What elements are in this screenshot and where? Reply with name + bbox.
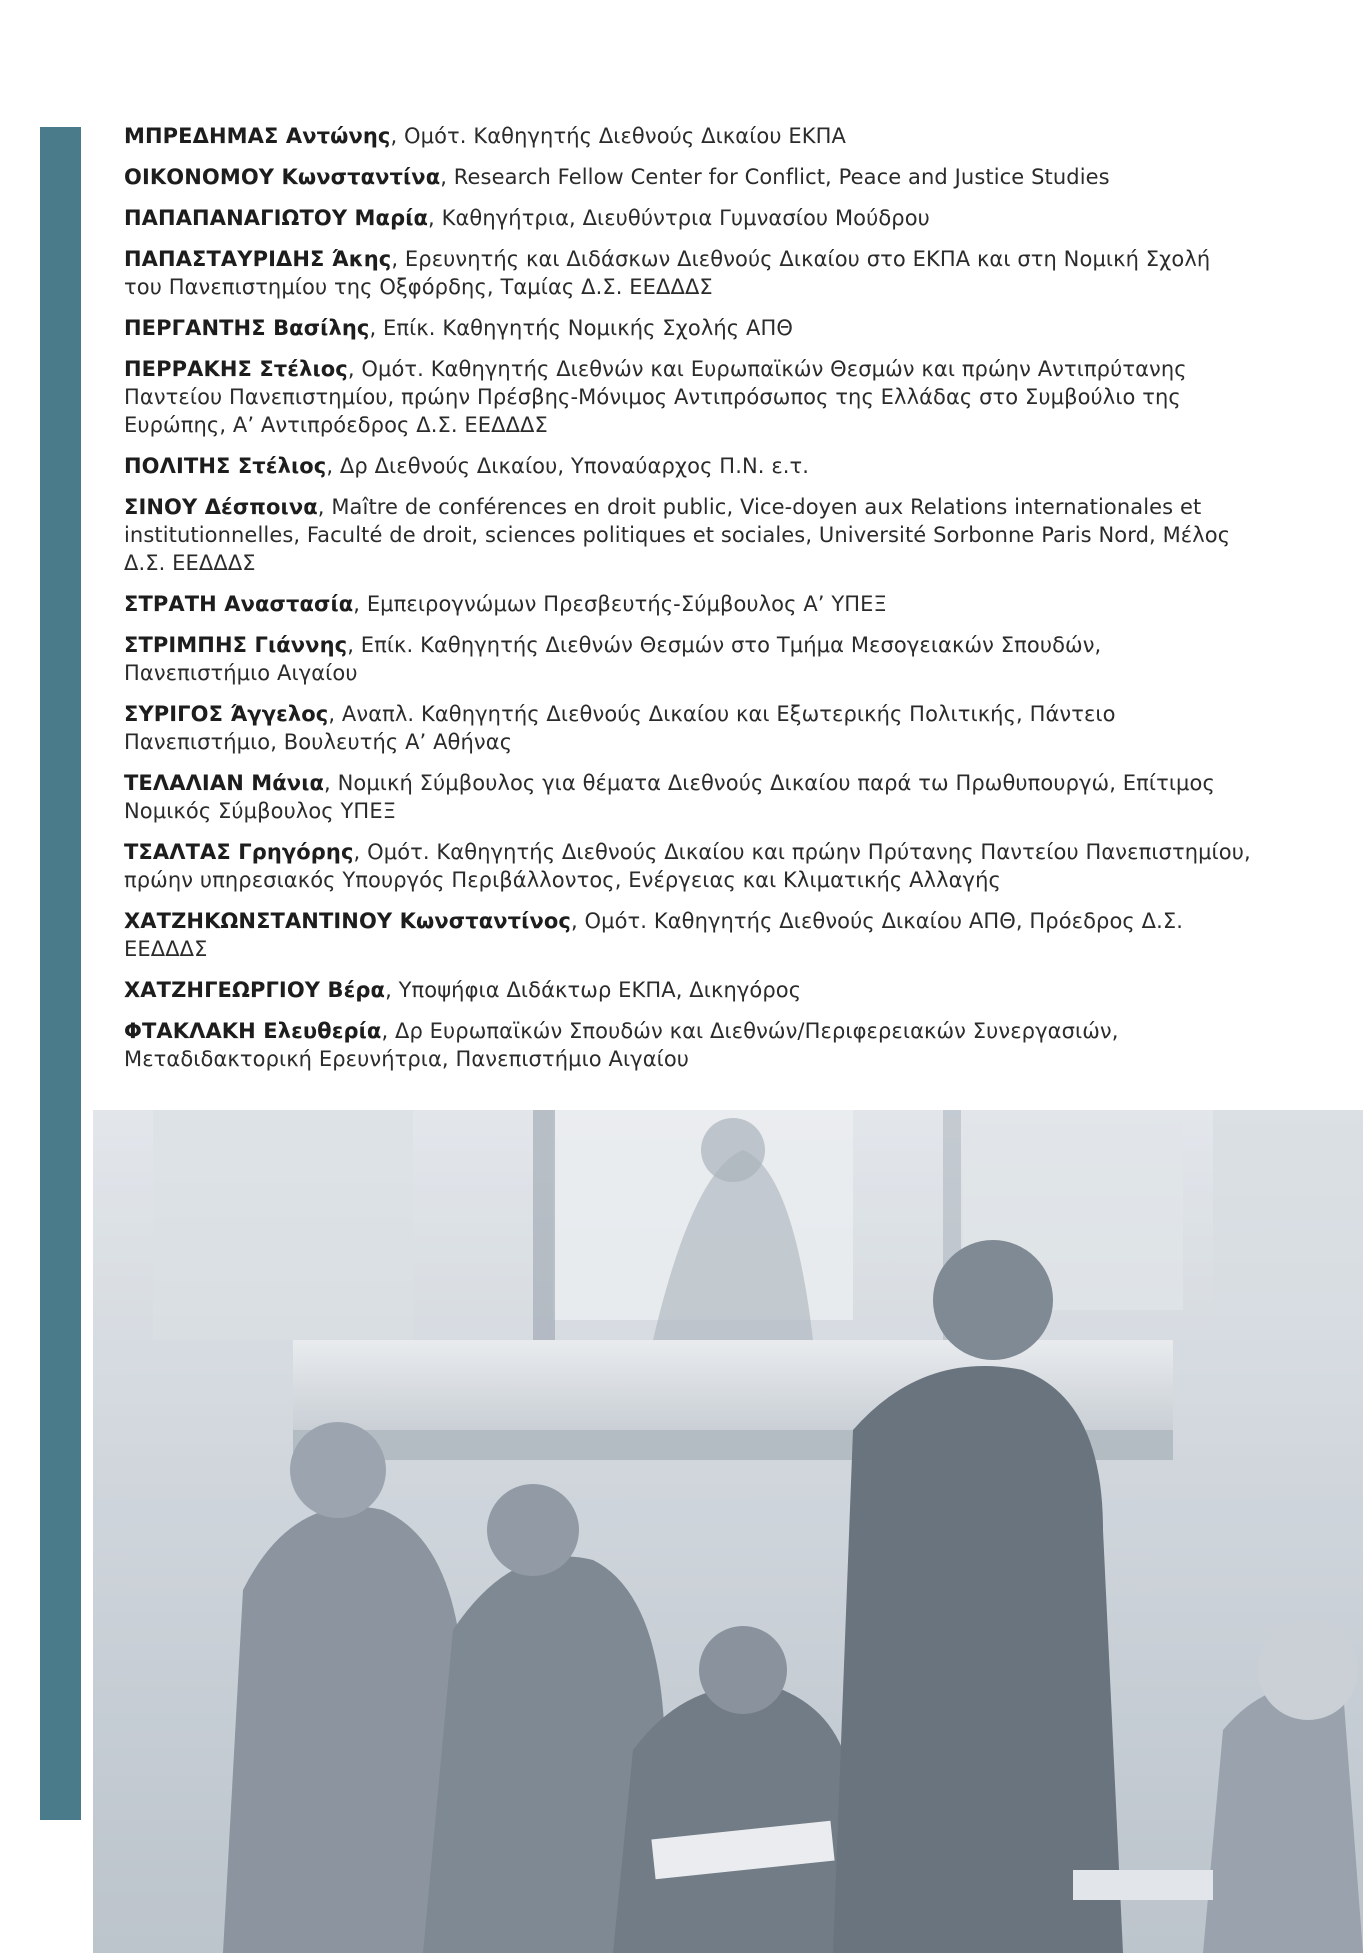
member-entry xyxy=(124,838,1254,894)
member-entry xyxy=(124,976,1254,1004)
member-entry xyxy=(124,122,1254,150)
member-description: , Ομότ. Καθηγητής Διεθνούς Δικαίου ΑΠΘ, Πρόεδρος Δ.Σ. ΕΕΔΔΔΣ xyxy=(124,909,1184,961)
member-description: , Νομική Σύμβουλος για θέματα Διεθνούς Δικαίου παρά τω Πρωθυπουργώ, Επίτιμος Νομικός Σύμβουλος ΥΠΕΞ xyxy=(124,771,1215,823)
member-entry xyxy=(124,1017,1254,1073)
member-entry xyxy=(124,493,1254,577)
member-name: ΣΥΡΙΓΟΣ Άγγελος xyxy=(124,702,329,726)
member-entry xyxy=(124,907,1254,963)
member-entry xyxy=(124,355,1254,439)
member-name: ΧΑΤΖΗΓΕΩΡΓΙΟΥ Βέρα xyxy=(124,978,386,1002)
member-entry xyxy=(124,700,1254,756)
member-description: , Ομότ. Καθηγητής Διεθνών και Ευρωπαϊκών Θεσμών και πρώην Αντιπρύτανης Παντείου Πανεπιστημίου, πρώην Πρέσβης-Μόνιμος Αντιπρόσωπος της Ελλάδας στο Συμβούλιο της Ευρώπης, Α’ Αντιπρόεδρος Δ.Σ. ΕΕΔΔΔΣ xyxy=(124,357,1187,437)
member-description: , Ομότ. Καθηγητής Διεθνούς Δικαίου και πρώην Πρύτανης Παντείου Πανεπιστημίου, πρώην υπηρεσιακός Υπουργός Περιβάλλοντος, Ενέργειας και Κλιματικής Αλλαγής xyxy=(124,840,1251,892)
member-description: , Επίκ. Καθηγητής Διεθνών Θεσμών στο Τμήμα Μεσογειακών Σπουδών, Πανεπιστήμιο Αιγαίου xyxy=(124,633,1102,685)
member-entry xyxy=(124,452,1254,480)
member-name: ΦΤΑΚΛΑΚΗ Ελευθερία xyxy=(124,1019,382,1043)
member-entry xyxy=(124,769,1254,825)
historical-photo xyxy=(93,1110,1363,1953)
member-description: , Εμπειρογνώμων Πρεσβευτής-Σύμβουλος Α’ ΥΠΕΞ xyxy=(353,592,887,616)
member-description: , Δρ Διεθνούς Δικαίου, Υποναύαρχος Π.Ν. ε.τ. xyxy=(326,454,810,478)
member-entry xyxy=(124,314,1254,342)
member-description: , Καθηγήτρια, Διευθύντρια Γυμνασίου Μούδρου xyxy=(428,206,930,230)
member-name: ΜΠΡΕΔΗΜΑΣ Αντώνης xyxy=(124,124,391,148)
member-entry xyxy=(124,204,1254,232)
member-name: ΧΑΤΖΗΚΩΝΣΤΑΝΤΙΝΟΥ Κωνσταντίνος xyxy=(124,909,571,933)
accent-side-bar xyxy=(40,127,81,1820)
member-description: , Υποψήφια Διδάκτωρ ΕΚΠΑ, Δικηγόρος xyxy=(385,978,802,1002)
historical-photo-illustration xyxy=(93,1110,1363,1953)
member-name: ΠΕΡΓΑΝΤΗΣ Βασίλης xyxy=(124,316,370,340)
member-name: ΣΤΡΑΤΗ Αναστασία xyxy=(124,592,354,616)
member-entry xyxy=(124,163,1254,191)
member-name: ΠΕΡΡΑΚΗΣ Στέλιος xyxy=(124,357,348,381)
member-entry xyxy=(124,631,1254,687)
member-description: , Ομότ. Καθηγητής Διεθνούς Δικαίου ΕΚΠΑ xyxy=(390,124,846,148)
member-description: , Αναπλ. Καθηγητής Διεθνούς Δικαίου και Εξωτερικής Πολιτικής, Πάντειο Πανεπιστήμιο, Βουλευτής Α’ Αθήνας xyxy=(124,702,1116,754)
member-name: ΠΟΛΙΤΗΣ Στέλιος xyxy=(124,454,327,478)
member-name: ΠΑΠΑΠΑΝΑΓΙΩΤΟΥ Μαρία xyxy=(124,206,429,230)
member-name: ΣΙΝΟΥ Δέσποινα xyxy=(124,495,318,519)
member-name: ΠΑΠΑΣΤΑΥΡΙΔΗΣ Άκης xyxy=(124,247,392,271)
member-description: , Ερευνητής και Διδάσκων Διεθνούς Δικαίου στο ΕΚΠΑ και στη Νομική Σχολή του Πανεπιστημίου της Οξφόρδης, Ταμίας Δ.Σ. ΕΕΔΔΔΣ xyxy=(124,247,1211,299)
member-name: ΤΕΛΑΛΙΑΝ Μάνια xyxy=(124,771,325,795)
member-description: , Maître de conférences en droit public, Vice-doyen aux Relations internationales et institutionnelles, Faculté de droit, sciences politiques et sociales, Université Sorbonne Paris Nord, Μέλος Δ.Σ. ΕΕΔΔΔΣ xyxy=(124,495,1231,575)
member-description: , Research Fellow Center for Conflict, Peace and Justice Studies xyxy=(440,165,1110,189)
member-name: ΟΙΚΟΝΟΜΟΥ Κωνσταντίνα xyxy=(124,165,441,189)
member-description: , Δρ Ευρωπαϊκών Σπουδών και Διεθνών/Περιφερειακών Συνεργασιών, Μεταδιδακτορική Ερευνήτρια, Πανεπιστήμιο Αιγαίου xyxy=(124,1019,1119,1071)
member-entry xyxy=(124,590,1254,618)
member-name: ΤΣΑΛΤΑΣ Γρηγόρης xyxy=(124,840,354,864)
committee-member-list xyxy=(124,122,1254,1086)
member-entry xyxy=(124,245,1254,301)
member-name: ΣΤΡΙΜΠΗΣ Γιάννης xyxy=(124,633,348,657)
member-description: , Επίκ. Καθηγητής Νομικής Σχολής ΑΠΘ xyxy=(369,316,793,340)
